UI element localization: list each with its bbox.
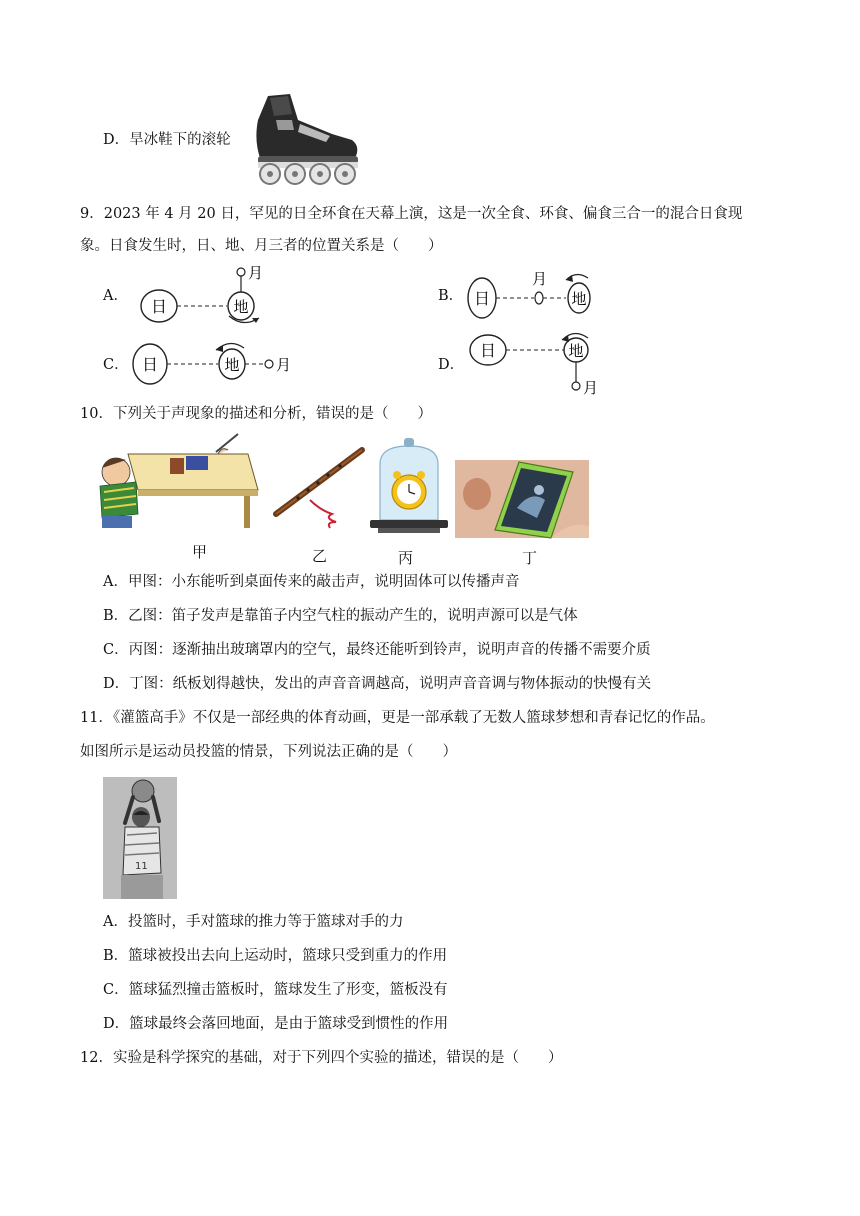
q11-stem-line2: 如图所示是运动员投篮的情景，下列说法正确的是（ ） — [80, 744, 457, 760]
q11-option-d: D．篮球最终会落回地面，是由于篮球受到惯性的作用 — [103, 1016, 449, 1032]
q9-option-d-diagram — [464, 330, 614, 398]
q11-option-b: B．篮球被投出去向上运动时，篮球只受到重力的作用 — [103, 948, 448, 964]
q10-fig-label-bing: 丙 — [398, 549, 414, 567]
q8-option-d: D．旱冰鞋下的滚轮 — [103, 132, 231, 148]
q10-fig-bing-image — [368, 436, 450, 536]
q9-option-a-label: A． — [103, 288, 128, 304]
roller-skate-image — [240, 90, 364, 188]
q10-option-d: D．丁图：纸板划得越快，发出的声音音调越高，说明声音音调与物体振动的快慢有关 — [103, 676, 652, 692]
q9-stem-line1: 9．2023 年 4 月 20 日，罕见的日全环食在天幕上演，这是一次全食、环食、偏食三合一的混合日食现 — [80, 206, 743, 222]
q10-option-a: A．甲图：小东能听到桌面传来的敲击声，说明固体可以传播声音 — [103, 574, 520, 590]
q9-option-b-label: B． — [438, 288, 464, 304]
q9-a-moon: 月 — [248, 264, 264, 282]
q10-option-c: C．丙图：逐渐抽出玻璃罩内的空气，最终还能听到铃声，说明声音的传播不需要介质 — [103, 642, 651, 658]
q9-b-earth: 地 — [571, 290, 587, 308]
q10-fig-yi-image — [270, 444, 366, 530]
q9-d-earth: 地 — [568, 342, 584, 360]
q10-fig-label-jia: 甲 — [192, 543, 208, 561]
q9-option-b-diagram — [462, 262, 602, 334]
q11-option-c: C．篮球猛烈撞击篮板时，篮球发生了形变，篮板没有 — [103, 982, 448, 998]
q10-fig-jia-image — [98, 430, 260, 530]
q9-option-d-label: D． — [438, 357, 465, 373]
q9-b-sun: 日 — [473, 289, 491, 308]
q9-a-earth: 地 — [233, 298, 249, 316]
q9-c-sun: 日 — [141, 355, 159, 374]
q10-fig-ding-image — [455, 460, 589, 538]
svg-text:11: 11 — [135, 861, 148, 872]
q10-option-b: B．乙图：笛子发声是靠笛子内空气柱的振动产生的，说明声源可以是气体 — [103, 608, 578, 624]
q9-c-moon: 月 — [276, 356, 292, 374]
q12-stem: 12．实验是科学探究的基础，对于下列四个实验的描述，错误的是（ ） — [80, 1050, 563, 1066]
q9-option-c-label: C． — [103, 357, 129, 373]
q9-d-moon: 月 — [583, 379, 599, 397]
q11-option-a: A．投篮时，手对篮球的推力等于篮球对手的力 — [103, 914, 404, 930]
q9-d-sun: 日 — [479, 341, 497, 360]
q10-stem: 10．下列关于声现象的描述和分析，错误的是（ ） — [80, 406, 432, 422]
q10-fig-label-yi: 乙 — [312, 547, 328, 565]
q11-stem-line1: 11．《灌篮高手》不仅是一部经典的体育动画，更是一部承载了无数人篮球梦想和青春记忆的作品。 — [80, 710, 715, 726]
q9-a-sun: 日 — [150, 297, 168, 316]
q9-b-moon: 月 — [532, 270, 548, 288]
q11-basketball-player-image — [103, 777, 177, 899]
q9-stem-line2: 象。日食发生时，日、地、月三者的位置关系是（ ） — [80, 238, 443, 254]
q9-option-c-diagram — [128, 332, 298, 392]
q10-fig-label-ding: 丁 — [522, 549, 538, 567]
q9-option-a-diagram — [135, 262, 285, 334]
q9-c-earth: 地 — [224, 356, 240, 374]
